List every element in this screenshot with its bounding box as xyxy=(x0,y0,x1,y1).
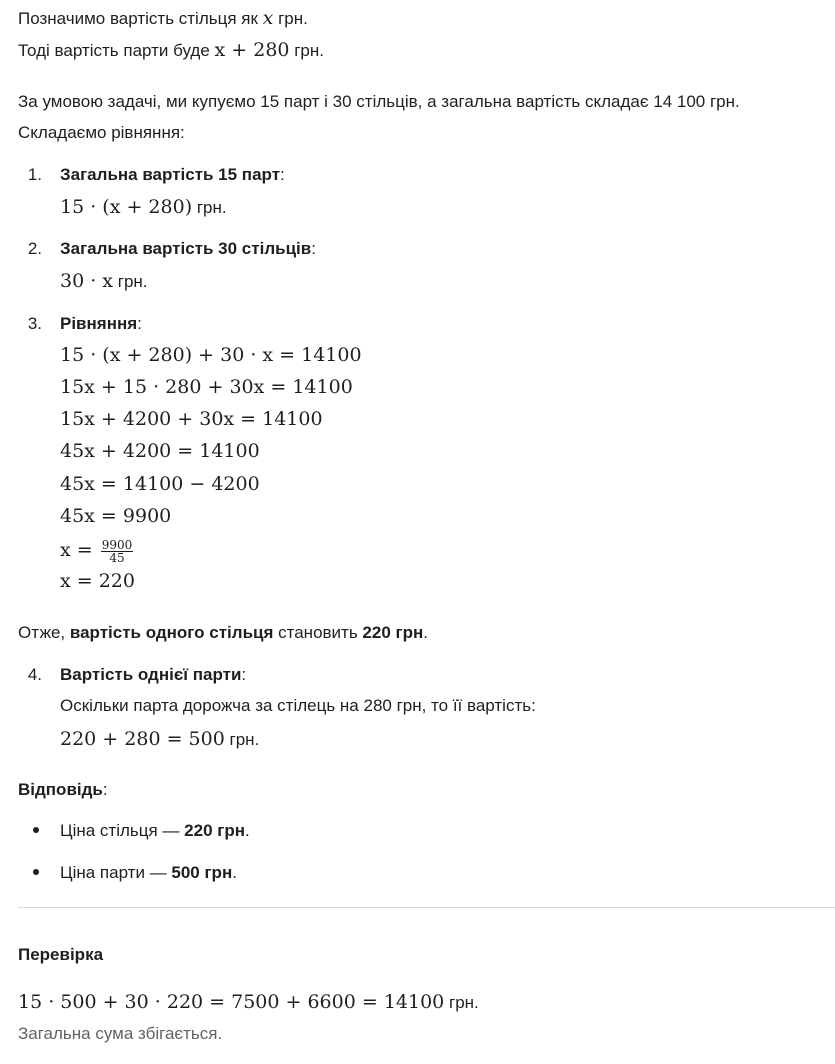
intro-paragraph-2: Складаємо рівняння: xyxy=(18,123,185,142)
bullet-icon xyxy=(33,869,39,875)
step-title: Загальна вартість 30 стільців: xyxy=(60,239,316,258)
answer-item: Ціна парти — 500 грн. xyxy=(60,863,237,882)
step-number: 4. xyxy=(27,665,42,684)
check-heading: Перевірка xyxy=(18,945,104,964)
equation-line: 15 · (x + 280) + 30 · x = 14100 xyxy=(60,344,362,366)
step-text: Оскільки парта дорожча за стілець на 280 грн, то її вартість: xyxy=(60,696,536,715)
step-title: Загальна вартість 15 парт: xyxy=(60,165,285,184)
check-note: Загальна сума збігається. xyxy=(18,1024,223,1043)
answer-heading: Відповідь: xyxy=(18,780,108,799)
intro-line-1: Позначимо вартість стільця як x грн. xyxy=(18,7,308,29)
bullet-icon xyxy=(33,827,39,833)
fraction: $\frac{9900}{45}$ xyxy=(101,537,133,565)
step-number: 1. xyxy=(27,165,42,184)
intro-line-2: Тоді вартість парти буде x + 280 грн. xyxy=(18,39,324,61)
intro-paragraph: За умовою задачі, ми купуємо 15 парт і 30 стільців, а загальна вартість складає 14 100 грн. xyxy=(18,92,740,111)
step-formula: 30 · x грн. xyxy=(60,270,148,292)
equation-line: 45x = 9900 xyxy=(60,505,172,527)
equation-line: 45x = 14100 − 4200 xyxy=(60,473,260,495)
step-number: 3. xyxy=(27,314,42,333)
divider xyxy=(18,907,835,908)
equation-line: 45x + 4200 = 14100 xyxy=(60,440,260,462)
equation-line: x = 220 xyxy=(60,570,135,592)
check-formula: 15 · 500 + 30 · 220 = 7500 + 6600 = 14100 грн. xyxy=(18,991,479,1013)
step-title: Рівняння: xyxy=(60,314,142,333)
step-title: Вартість однієї парти: xyxy=(60,665,247,684)
step-formula: 15 · (x + 280) грн. xyxy=(60,196,227,218)
step-formula: 220 + 280 = 500 грн. xyxy=(60,728,260,750)
summary-line: Отже, вартість одного стільця становить 220 грн. xyxy=(18,623,428,642)
fraction-equation: x = $\frac{9900}{45}$ xyxy=(60,537,133,565)
equation-line: 15x + 4200 + 30x = 14100 xyxy=(60,408,323,430)
answer-item: Ціна стільця — 220 грн. xyxy=(60,821,250,840)
equation-line: 15x + 15 · 280 + 30x = 14100 xyxy=(60,376,353,398)
step-number: 2. xyxy=(27,239,42,258)
